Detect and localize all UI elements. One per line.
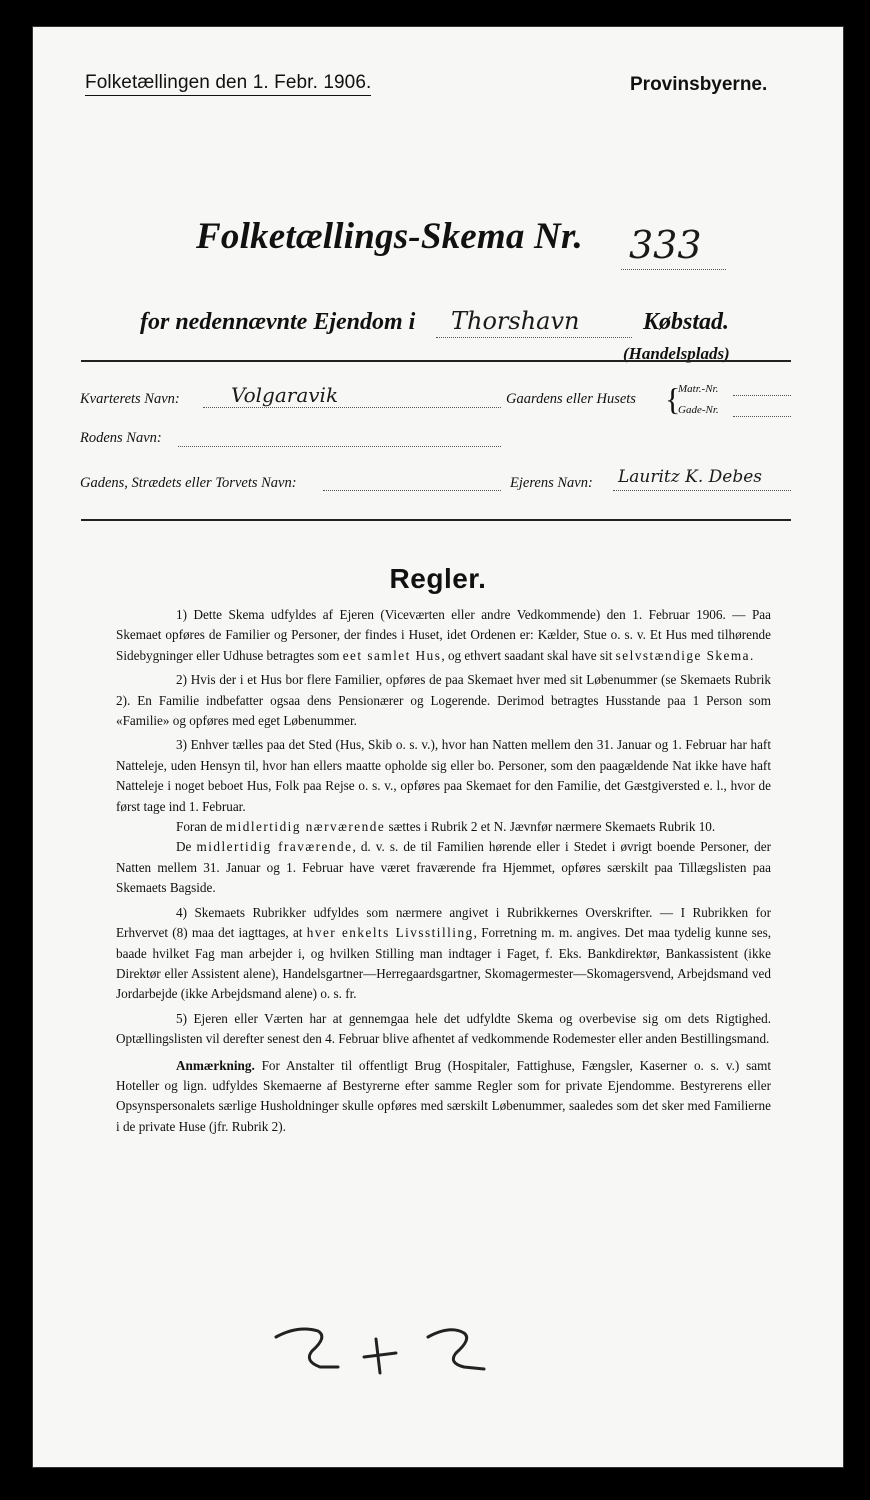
- rule-1-emph: eet samlet Hus: [342, 647, 442, 663]
- rule-3c-a: De: [176, 839, 192, 855]
- handwriting-scribble-icon: [268, 1317, 498, 1377]
- property-line-prefix: for nedennævnte Ejendom i: [140, 309, 416, 335]
- rode-label: Rodens Navn:: [80, 430, 162, 446]
- rule-2: 2) Hvis der i et Hus bor flere Familier, opføres de paa Skemaet hver med sit Løbenummer (se Skemaets Rubrik 2). En Familie indbefatter ogsaa dens Pensionærer og Logerende. Derimod betragtes Husstande paa 1 Person som «Familie» og opføres med eget Løbenummer.: [116, 672, 771, 729]
- town-underline: [436, 337, 632, 338]
- rule-3: 3) Enhver tælles paa det Sted (Hus, Skib o. s. v.), hvor han Natten mellem den 31. Januar og 1. Februar har haft Natteleje, uden Hensyn til, hvor han ellers maatte opholde sig eller bo. Personer, som den paagældende Nat ikke have haft Natteleje i noget beboet Hus, Folk paa Rejse o. s. v., opføres paa Skemaet for den Familie, det Gæstgiversted e. l., hvor de først tage ind 1. Februar.: [116, 737, 771, 814]
- rule-3c-emph: midlertidig fraværende: [196, 839, 353, 855]
- census-form-page: [33, 27, 843, 1467]
- note-label: Anmærkning.: [176, 1057, 255, 1073]
- rule-3b-emph: midlertidig nærværende: [225, 819, 386, 835]
- rule-1: [116, 605, 771, 666]
- number-underline: [621, 269, 726, 270]
- handelsplads-label: (Handelsplads): [623, 344, 730, 363]
- rule-3b-b: sættes i Rubrik 2 et N. Jævnfør nærmere Skemaets Rubrik 10.: [388, 819, 716, 835]
- matr-label: Matr.-Nr.: [678, 383, 719, 395]
- rule-3b: [116, 817, 771, 837]
- handwritten-note: [268, 1317, 498, 1382]
- rule-1-text-b: , og ethvert saadant skal have sit: [441, 647, 613, 663]
- rode-line: [178, 446, 501, 447]
- rule-4-b: , Forretning m. m. angives. Det maa tydelig kunne ses, baade hvilket Fag man arbejder i, og hvilken Stilling man indtager i Faget, f. Eks. Bankdirektør, Bankassistent (ikke Direktør eller Assistent alene), Handelsgartner—Herregaardsgartner, Skomagermester—Skomagersvend, Arbejdsmand ved Jordarbejde (ikke Arbejdsmand alene) o. s. fr.: [116, 925, 771, 1002]
- middle-divider: [81, 519, 791, 521]
- rule-3c: [116, 837, 771, 898]
- schema-number: 333: [629, 223, 702, 267]
- gade-label: Gadens, Strædets eller Torvets Navn:: [80, 475, 297, 491]
- brace: {: [665, 381, 681, 417]
- rule-4-emph: hver enkelts Livsstilling: [306, 925, 474, 941]
- form-title: Folketællings-Skema Nr.: [196, 216, 583, 257]
- rules-body: [116, 605, 771, 1141]
- rule-1-text: 1) Dette Skema udfyldes af Ejeren (Viceværten eller andre Vedkommende) den 1. Februar 1906. — Paa Skemaet opføres de Familier og Personer, der findes i Huset, idet Ordenen er: Kælder, Stue o. s. v. Et Hus med tilhørende Sidebygninger eller Udhuse betragtes som: [116, 607, 771, 663]
- rule-4-a: 4) Skemaets Rubrikker udfyldes som nærmere angivet i Rubrikkernes Overskrifter. — I Rubrikken for Erhvervet (8) maa det iagttages, at: [116, 904, 771, 941]
- ejer-value: Lauritz K. Debes: [618, 467, 762, 487]
- kvarter-label: Kvarterets Navn:: [80, 391, 180, 407]
- rule-4: [116, 903, 771, 1005]
- note-text: For Anstalter til offentligt Brug (Hospitaler, Fattighuse, Fængsler, Kaserner o. s. v.) samt Hoteller og lign. udfyldes Skemaerne af Bestyrerne efter samme Regler som for private Ejendomme. Bestyrerens eller Opsynspersonalets særlige Husholdninger skulle opføres med særskilt Løbenummer, saaledes som det sker med Familierne i de private Huse (jfr. Rubrik 2).: [116, 1057, 772, 1134]
- rule-1-end: .: [750, 647, 754, 663]
- rule-1-emph-2: selvstændige Skema: [615, 647, 750, 663]
- rule-3c-b: , d. v. s. de til Familien hørende eller i Stedet i øvrigt boende Personer, der Natten mellem 31. Januar og 1. Februar have været fraværende fra Hjemmet, opføres særskilt paa Tillægslisten paa Skemaets Bagside.: [116, 839, 772, 896]
- kvarter-value: Volgaravik: [231, 383, 339, 407]
- rule-3b-a: Foran de: [176, 819, 223, 835]
- top-divider: [81, 360, 791, 362]
- gaard-label: Gaardens eller Husets: [506, 391, 636, 407]
- town-name: Thorshavn: [451, 307, 580, 335]
- ejer-line: [613, 490, 791, 491]
- rule-note: [116, 1056, 771, 1138]
- matr-line: [733, 395, 791, 396]
- gade-line: [323, 490, 501, 491]
- kvarter-line: [203, 407, 501, 408]
- property-line-suffix: Købstad.: [643, 309, 730, 335]
- region-header: Provinsbyerne.: [630, 74, 768, 95]
- census-date-header: Folketællingen den 1. Febr. 1906.: [85, 72, 371, 96]
- ejer-label: Ejerens Navn:: [510, 475, 593, 491]
- rule-5: 5) Ejeren eller Værten har at gennemgaa hele det udfyldte Skema og overbevise sig om dets Rigtighed. Optællingslisten vil derefter senest den 4. Februar blive afhentet af vedkommende Rodemester eller anden Bestillingsmand.: [116, 1010, 771, 1047]
- regler-heading: Regler.: [389, 563, 487, 594]
- gade-nr-label: Gade-Nr.: [678, 404, 719, 416]
- gade-nr-line: [733, 416, 791, 417]
